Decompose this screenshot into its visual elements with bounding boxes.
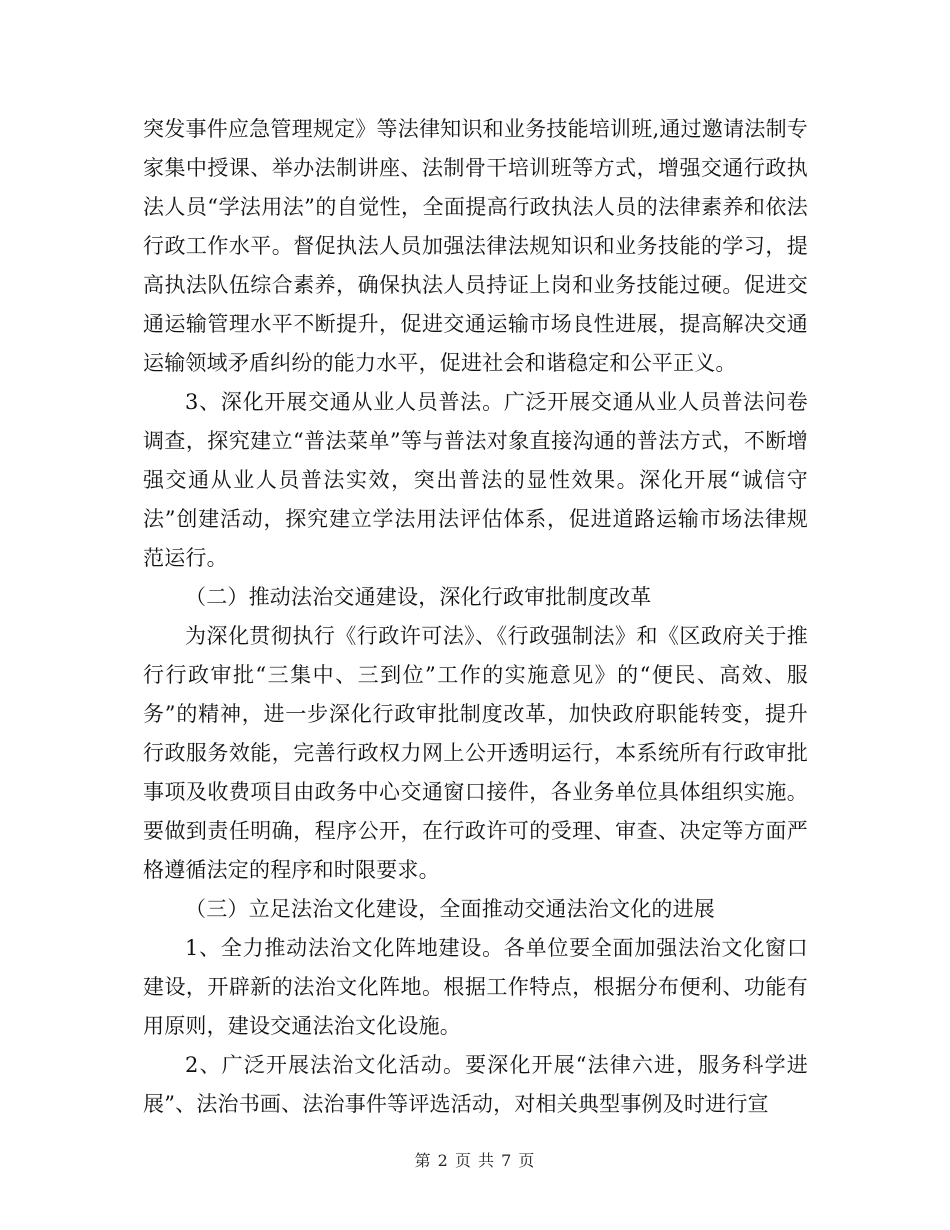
paragraph-item-2: 2、广泛开展法治文化活动。要深化开展“法律六进，服务科学进展”、法治书画、法治事件等评选活动，对相关典型事例及时进行宣 (143, 1053, 808, 1116)
paragraph-item-3: 3、深化开展交通从业人员普法。广泛开展交通从业人员普法问卷调查，探究建立“普法菜单”等与普法对象直接沟通的普法方式，不断增强交通从业人员普法实效，突出普法的显性效果。深化开展“诚信守法”创建活动，探究建立学法用法评估体系，促进道路运输市场法律规范运行。 (143, 390, 808, 570)
page-number-footer: 第 2 页 共 7 页 (414, 1151, 536, 1170)
paragraph-continuation: 突发事件应急管理规定》等法律知识和业务技能培训班,通过邀请法制专家集中授课、举办法制讲座、法制骨干培训班等方式，增强交通行政执法人员“学法用法”的自觉性，全面提高行政执法人员的法律素养和依法行政工作水平。督促执法人员加强法律法规知识和业务技能的学习，提高执法队伍综合素养，确保执法人员持证上岗和业务技能过硬。促进交通运输管理水平不断提升，促进交通运输市场良性进展，提高解决交通运输领域矛盾纠纷的能力水平，促进社会和谐稳定和公平正义。 (143, 117, 808, 375)
section-heading-2: （二）推动法治交通建设，深化行政审批制度改革 (185, 585, 652, 609)
document-body (143, 110, 808, 1124)
section-heading-3: （三）立足法治文化建设，全面推动交通法治文化的进展 (185, 897, 715, 921)
paragraph-section-2-body: 为深化贯彻执行《行政许可法》、《行政强制法》和《区政府关于推行行政审批“三集中、三到位”工作的实施意见》的“便民、高效、服务”的精神，进一步深化行政审批制度改革，加快政府职能转变，提升行政服务效能，完善行政权力网上公开透明运行，本系统所有行政审批事项及收费项目由政务中心交通窗口接件，各业务单位具体组织实施。要做到责任明确，程序公开，在行政许可的受理、审查、决定等方面严格遵循法定的程序和时限要求。 (143, 624, 808, 882)
paragraph-item-1: 1、全力推动法治文化阵地建设。各单位要全面加强法治文化窗口建设，开辟新的法治文化阵地。根据工作特点，根据分布便利、功能有用原则，建设交通法治文化设施。 (143, 936, 808, 1038)
